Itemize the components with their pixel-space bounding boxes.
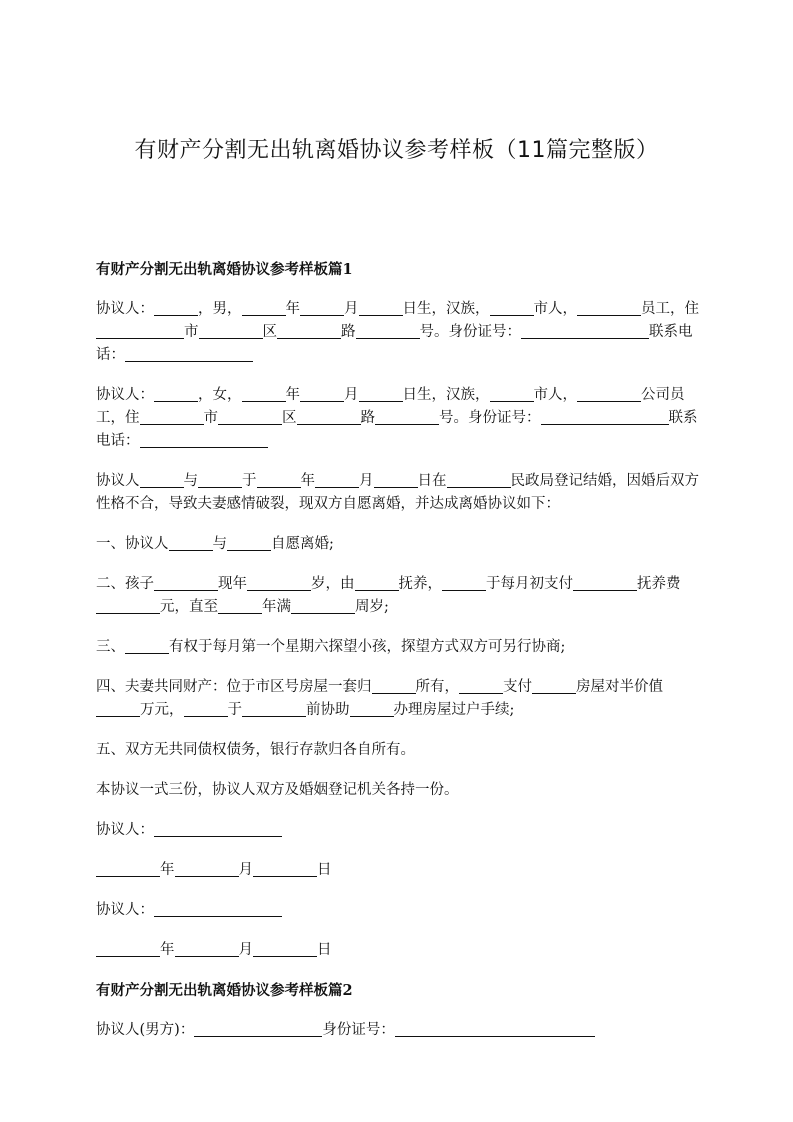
blank xyxy=(490,385,534,402)
blank xyxy=(96,940,160,957)
party-female-paragraph xyxy=(96,384,701,453)
blank xyxy=(242,700,306,717)
text: 月 xyxy=(359,473,374,489)
intro-paragraph xyxy=(96,470,701,516)
text: 区 xyxy=(282,410,297,426)
text: 月 xyxy=(344,301,359,317)
blank xyxy=(291,597,355,614)
copies-note: 本协议一式三份，协议人双方及婚姻登记机关各持一份。 xyxy=(96,782,459,798)
text: 于 xyxy=(227,702,242,718)
text: 与 xyxy=(212,536,227,552)
blank xyxy=(194,1020,322,1037)
text: 市 xyxy=(184,324,199,340)
document-body xyxy=(96,258,701,1059)
blank xyxy=(372,677,416,694)
text: 协议人(男方)： xyxy=(96,1022,195,1038)
blank xyxy=(154,299,198,316)
text: 房屋对半价值 xyxy=(576,679,663,695)
clause-4 xyxy=(96,676,701,722)
blank xyxy=(154,820,282,837)
blank xyxy=(277,322,341,339)
text: 民政局登记结婚，因婚后双方性格不合，导致夫妻感情破裂，现双方自愿离婚，并达成离婚协议如下： xyxy=(96,473,699,512)
text: 协议人 xyxy=(96,473,140,489)
blank xyxy=(184,700,228,717)
signature-line-1 xyxy=(96,819,701,842)
blank xyxy=(395,1020,595,1037)
blank xyxy=(577,299,641,316)
blank xyxy=(227,534,271,551)
text: 协议人： xyxy=(96,387,154,403)
text: 市人， xyxy=(533,301,577,317)
blank xyxy=(447,471,511,488)
text: 员工，住 xyxy=(641,301,699,317)
text: 有权于每月第一个星期六探望小孩，探望方式双方可另行协商; xyxy=(169,639,566,655)
text: 日在 xyxy=(417,473,447,489)
party-male-paragraph xyxy=(96,298,701,367)
text: 区 xyxy=(262,324,277,340)
text: 二、孩子 xyxy=(96,576,154,592)
text: 万元， xyxy=(140,702,184,718)
blank xyxy=(242,299,286,316)
blank xyxy=(253,940,317,957)
blank xyxy=(140,431,268,448)
text: 现年 xyxy=(218,576,247,592)
blank xyxy=(140,408,204,425)
section2-party-line xyxy=(96,1019,701,1042)
text: 抚养， xyxy=(398,576,442,592)
blank xyxy=(247,574,311,591)
blank xyxy=(242,385,286,402)
blank xyxy=(577,385,641,402)
text: 三、 xyxy=(96,639,125,655)
clause-3 xyxy=(96,636,701,659)
blank xyxy=(218,408,282,425)
text: 办理房屋过户手续; xyxy=(393,702,515,718)
text: 年满 xyxy=(262,599,291,615)
blank xyxy=(154,900,282,917)
blank xyxy=(198,471,242,488)
text: 联系电话： xyxy=(96,324,693,363)
blank xyxy=(96,597,160,614)
section-heading-2: 有财产分割无出轨离婚协议参考样板篇2 xyxy=(96,982,353,999)
blank xyxy=(297,408,361,425)
text: 年 xyxy=(285,301,300,317)
blank xyxy=(125,345,253,362)
blank xyxy=(375,408,439,425)
text: 年 xyxy=(160,862,175,878)
text: 年 xyxy=(285,387,300,403)
text: 所有， xyxy=(415,679,459,695)
text: 日 xyxy=(317,942,332,958)
blank xyxy=(175,940,239,957)
blank xyxy=(199,322,263,339)
blank xyxy=(532,677,576,694)
blank xyxy=(253,860,317,877)
text: ，男， xyxy=(198,301,242,317)
blank xyxy=(359,385,403,402)
text: ，女， xyxy=(198,387,242,403)
blank xyxy=(257,471,301,488)
blank xyxy=(355,574,399,591)
text: 周岁; xyxy=(355,599,389,615)
blank xyxy=(175,860,239,877)
text: 前协助 xyxy=(306,702,350,718)
clause-1 xyxy=(96,533,701,556)
text: 抚养费 xyxy=(637,576,681,592)
text: 年 xyxy=(300,473,315,489)
text: 岁，由 xyxy=(311,576,355,592)
clause-5: 五、双方无共同债权债务，银行存款归各自所有。 xyxy=(96,742,415,758)
blank xyxy=(459,677,503,694)
text: 市人， xyxy=(533,387,577,403)
date-line-1 xyxy=(96,859,701,882)
clause-2 xyxy=(96,573,701,619)
document-title: 有财产分割无出轨离婚协议参考样板（11篇完整版） xyxy=(134,138,659,163)
text: 路 xyxy=(341,324,356,340)
text: 联系电话： xyxy=(96,410,698,449)
blank xyxy=(541,408,669,425)
text: 自愿离婚; xyxy=(271,536,334,552)
text: 月 xyxy=(238,942,253,958)
text: 协议人： xyxy=(96,902,154,918)
text: 协议人： xyxy=(96,301,154,317)
text: 与 xyxy=(183,473,198,489)
blank xyxy=(374,471,418,488)
blank xyxy=(300,385,344,402)
text: 年 xyxy=(160,942,175,958)
text: 公司员工，住 xyxy=(96,387,685,426)
text: 日生，汉族， xyxy=(402,301,490,317)
text: 市 xyxy=(203,410,218,426)
blank xyxy=(521,322,649,339)
text: 一、协议人 xyxy=(96,536,169,552)
section-heading-1: 有财产分割无出轨离婚协议参考样板篇1 xyxy=(96,261,353,278)
text: 身份证号： xyxy=(322,1022,395,1038)
text: 路 xyxy=(360,410,375,426)
text: 元，直至 xyxy=(160,599,218,615)
blank xyxy=(359,299,403,316)
blank xyxy=(169,534,213,551)
text: 号。身份证号： xyxy=(439,410,541,426)
text: 日生，汉族， xyxy=(402,387,490,403)
text: 月 xyxy=(238,862,253,878)
blank xyxy=(96,860,160,877)
blank xyxy=(96,700,140,717)
blank xyxy=(573,574,637,591)
text: 协议人： xyxy=(96,822,154,838)
blank xyxy=(154,574,218,591)
blank xyxy=(490,299,534,316)
text: 于 xyxy=(242,473,257,489)
blank xyxy=(140,471,184,488)
blank xyxy=(300,299,344,316)
text: 月 xyxy=(344,387,359,403)
text: 四、夫妻共同财产：位于市区号房屋一套归 xyxy=(96,679,372,695)
blank xyxy=(96,322,140,339)
blank xyxy=(350,700,394,717)
blank xyxy=(442,574,486,591)
signature-line-2 xyxy=(96,899,701,922)
blank xyxy=(315,471,359,488)
text: 号。身份证号： xyxy=(419,324,521,340)
blank xyxy=(356,322,420,339)
blank xyxy=(218,597,262,614)
blank xyxy=(125,637,169,654)
blank xyxy=(140,322,184,339)
text: 日 xyxy=(317,862,332,878)
text: 于每月初支付 xyxy=(486,576,573,592)
text: 支付 xyxy=(503,679,532,695)
date-line-2 xyxy=(96,939,701,962)
blank xyxy=(154,385,198,402)
